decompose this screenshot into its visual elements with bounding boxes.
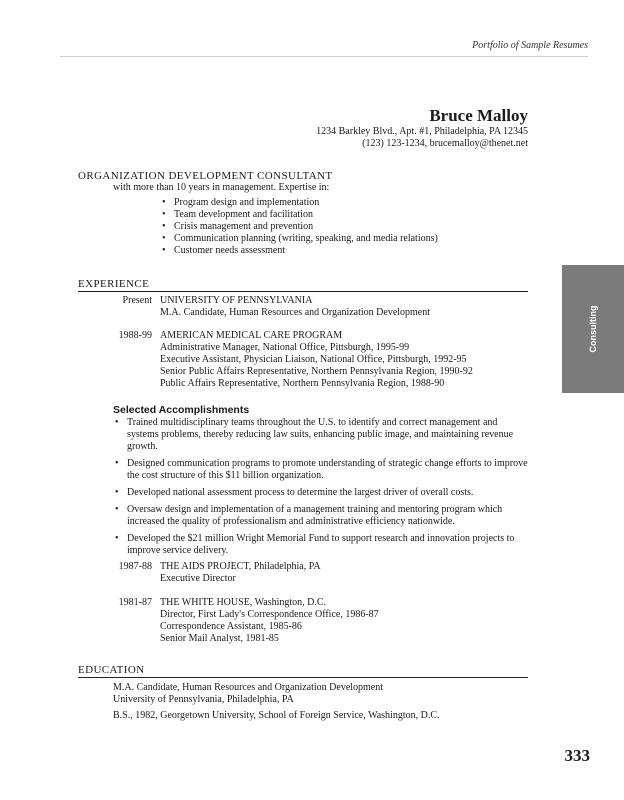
job-role: Senior Mail Analyst, 1981-85: [160, 633, 279, 644]
accomplishment-item: • Trained multidisciplinary teams throughout the U.S. to identify and correct management and systems problems, thereby reducing law suits, enhancing public image, and maintaining revenue growth.: [113, 417, 531, 453]
skill-item: • Program design and implementation: [160, 197, 520, 209]
job-role: Senior Public Affairs Representative, Northern Pennsylvania Region, 1990-92: [160, 366, 473, 377]
accomplishment-item: • Oversaw design and implementation of a management training and mentoring program which increased the quality of professionalism and administrative efficiency nationwide.: [113, 504, 531, 528]
job-entry: [160, 597, 379, 645]
job-entry: [160, 561, 321, 585]
institution: University of Pennsylvania, Philadelphia, PA: [113, 694, 294, 705]
job-role: Director, First Lady's Correspondence Office, 1986-87: [160, 609, 379, 620]
section-tab-label: Consulting: [588, 305, 598, 353]
job-role: Executive Assistant, Physician Liaison, National Office, Pittsburgh, 1992-95: [160, 354, 467, 365]
section-tab: [562, 265, 624, 393]
education-entry: [113, 682, 383, 706]
job-date: 1988-99: [118, 330, 152, 341]
education-title: EDUCATION: [78, 664, 145, 676]
job-org: THE AIDS PROJECT, Philadelphia, PA: [160, 561, 321, 572]
skill-item: • Communication planning (writing, speaking, and media relations): [160, 233, 520, 245]
job-entry: [160, 295, 430, 319]
education-entry: [113, 710, 439, 722]
job-date: Present: [122, 295, 152, 306]
job-role: Executive Director: [160, 573, 236, 584]
experience-title: EXPERIENCE: [78, 278, 150, 290]
objective-title: ORGANIZATION DEVELOPMENT CONSULTANT: [78, 170, 333, 182]
degree: M.A. Candidate, Human Resources and Organization Development: [113, 682, 384, 693]
address: 1234 Barkley Blvd., Apt. #1, Philadelphia, PA 12345: [316, 126, 528, 137]
job-org: THE WHITE HOUSE, Washington, D.C.: [160, 597, 327, 608]
job-entry: [160, 330, 473, 390]
degree: B.S., 1982, Georgetown University, School of Foreign Service, Washington, D.C.: [113, 710, 440, 721]
skills-list: [160, 197, 520, 257]
accomplishment-item: • Developed the $21 million Wright Memorial Fund to support research and innovation projects to improve service delivery.: [113, 533, 531, 557]
resume-name: Bruce Malloy: [429, 106, 528, 125]
accomplishment-item: • Developed national assessment process to determine the largest driver of overall costs.: [113, 487, 531, 499]
job-org: UNIVERSITY OF PENNSYLVANIA: [160, 295, 313, 306]
running-head: Portfolio of Sample Resumes: [472, 40, 588, 51]
job-date: 1987-88: [118, 561, 152, 572]
header-divider: [60, 56, 588, 57]
skill-item: • Crisis management and prevention: [160, 221, 520, 233]
job-date: 1981-87: [118, 597, 152, 608]
job-role: Administrative Manager, National Office, Pittsburgh, 1995-99: [160, 342, 410, 353]
experience-rule: [78, 291, 528, 292]
contact-block: [316, 126, 528, 150]
job-role: Public Affairs Representative, Northern Pennsylvania Region, 1988-90: [160, 378, 445, 389]
objective-intro: with more than 10 years in management. Expertise in:: [113, 182, 330, 193]
page-number: 333: [564, 746, 590, 765]
job-role: Correspondence Assistant, 1985-86: [160, 621, 302, 632]
accomplishment-item: • Designed communication programs to promote understanding of strategic change efforts to improve the cost structure of this $11 billion organization.: [113, 458, 531, 482]
phone-email: (123) 123-1234, brucemalloy@thenet.net: [362, 138, 528, 149]
skill-item: • Customer needs assessment: [160, 245, 520, 257]
education-rule: [78, 677, 528, 678]
accomplishments-title: Selected Accomplishments: [113, 404, 250, 416]
accomplishments-list: [113, 417, 531, 562]
skill-item: • Team development and facilitation: [160, 209, 520, 221]
job-role: M.A. Candidate, Human Resources and Organization Development: [160, 307, 431, 318]
job-org: AMERICAN MEDICAL CARE PROGRAM: [160, 330, 343, 341]
